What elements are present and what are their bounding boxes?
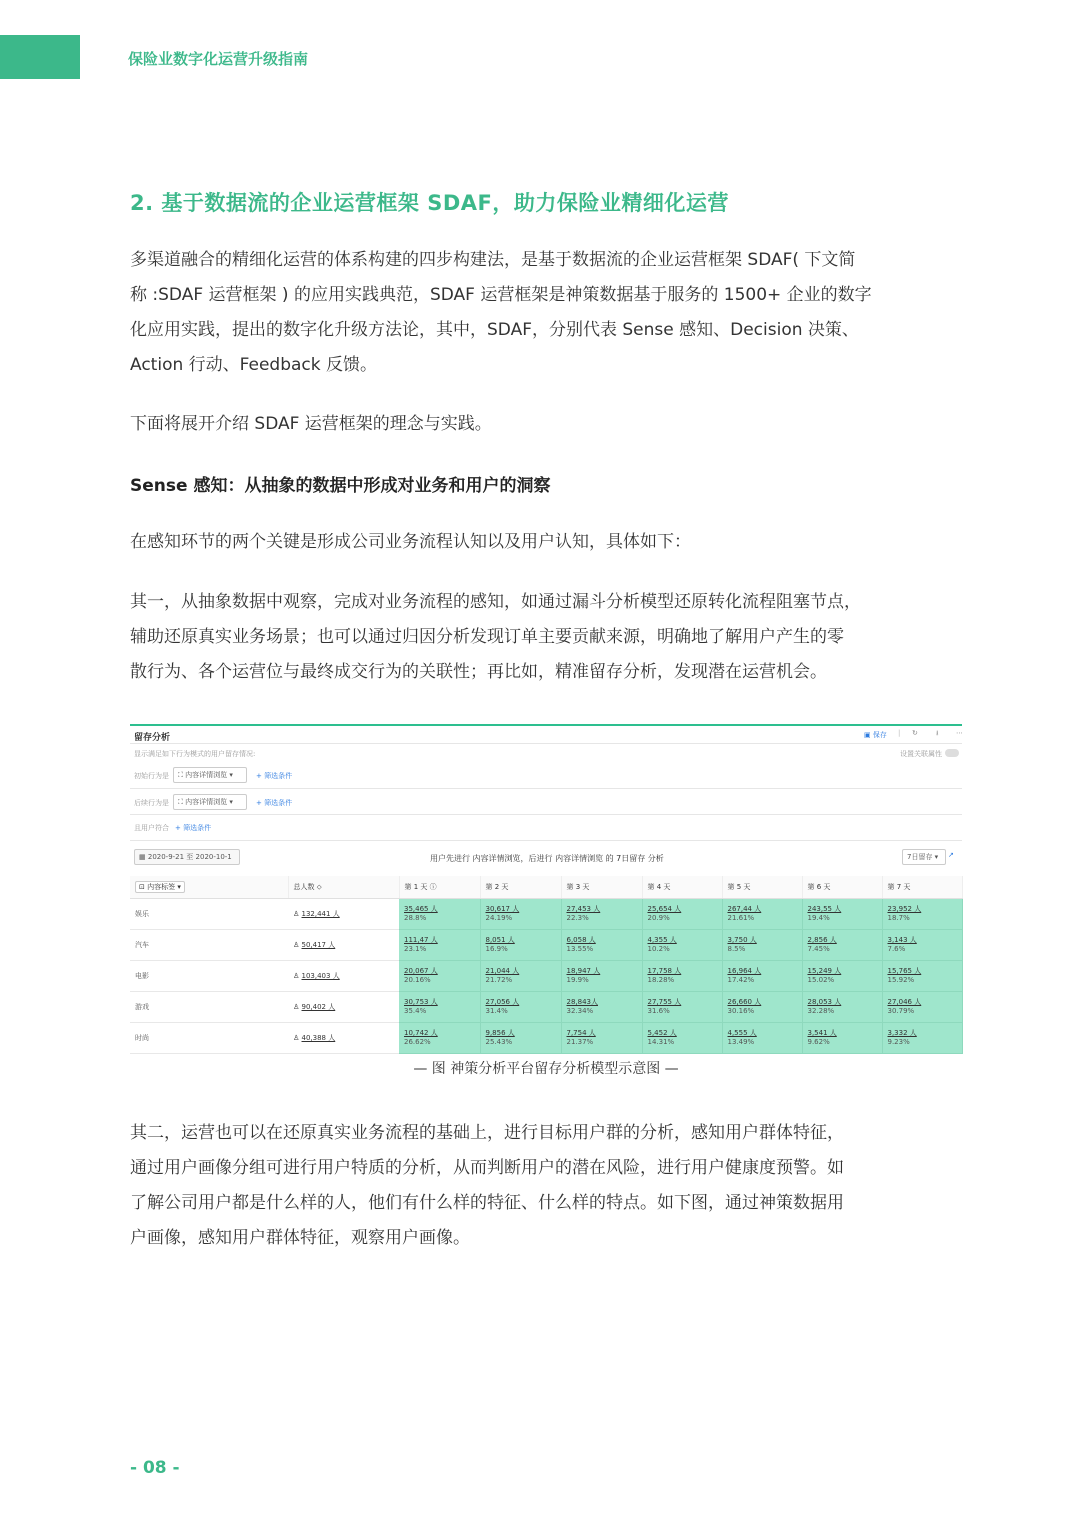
retention-rate: 9.62% (807, 1038, 830, 1046)
retention-rate: 7.45% (807, 945, 830, 953)
retention-count: 21,044 人 (485, 967, 520, 975)
retention-rate: 21.37% (566, 1038, 594, 1046)
retention-count: 3,332 人 (887, 1029, 917, 1037)
retention-rate: 15.92% (887, 976, 915, 984)
retention-rate: 15.02% (807, 976, 835, 984)
retention-cell[interactable] (399, 961, 480, 992)
paragraph-line: 其二，运营也可以在还原真实业务流程的基础上，进行目标用户群的分析，感知用户群体特征， (130, 1123, 844, 1143)
table-row (130, 899, 962, 930)
retention-count: 5,452 人 (647, 1029, 677, 1037)
column-header[interactable]: 总人数 ⬦ (288, 876, 399, 899)
retention-rate: 18.28% (647, 976, 675, 984)
divider: | (898, 729, 901, 737)
column-header[interactable]: 第 3 天 (561, 876, 642, 899)
paragraph-line: 称 :SDAF 运营框架 ) 的应用实践典范，SDAF 运营框架是神策数据基于服务的 1500+ 企业的数字 (130, 285, 872, 305)
retention-cell[interactable] (882, 992, 962, 1023)
date-range-picker[interactable]: ▦ 2020-9-21 至 2020-10-1 (134, 849, 240, 865)
retention-table (130, 876, 963, 1054)
retention-cell[interactable] (480, 930, 561, 961)
retention-cell[interactable] (722, 899, 802, 930)
retention-rate: 9.23% (887, 1038, 910, 1046)
retention-count: 18,947 人 (566, 967, 601, 975)
retention-count: 3,750 人 (727, 936, 757, 944)
retention-cell[interactable] (882, 899, 962, 930)
retention-cell[interactable] (480, 1023, 561, 1054)
row-total[interactable] (288, 961, 399, 992)
subsection-heading: Sense 感知：从抽象的数据中形成对业务和用户的洞察 (130, 476, 551, 496)
user-icon: ♙ (293, 941, 302, 949)
retention-cell[interactable] (642, 1023, 722, 1054)
retention-rate: 21.61% (727, 914, 755, 922)
retention-cell[interactable] (642, 899, 722, 930)
retention-cell[interactable] (722, 992, 802, 1023)
paragraph-point-two (130, 1116, 965, 1256)
retention-rate: 25.43% (485, 1038, 513, 1046)
refresh-icon[interactable]: ↻ (912, 729, 918, 737)
row-total[interactable] (288, 992, 399, 1023)
retention-cell[interactable] (722, 961, 802, 992)
retention-count: 3,541 人 (807, 1029, 837, 1037)
total-value: 103,403 人 (301, 972, 340, 980)
column-header[interactable]: 第 5 天 (722, 876, 802, 899)
retention-rate: 19.9% (566, 976, 589, 984)
paragraph-line: 其一，从抽象数据中观察，完成对业务流程的感知，如通过漏斗分析模型还原转化流程阻塞节点， (130, 592, 861, 612)
add-condition-button[interactable]: + 筛选条件 (256, 799, 293, 807)
retention-cell[interactable] (561, 992, 642, 1023)
retention-cell[interactable] (882, 930, 962, 961)
retention-cell[interactable] (399, 1023, 480, 1054)
retention-cell[interactable] (802, 992, 882, 1023)
retention-rate: 16.9% (485, 945, 508, 953)
total-value: 132,441 人 (301, 910, 340, 918)
group-by-header[interactable]: ⊡ 内容标签 ▾ (130, 876, 288, 899)
retention-analysis-screenshot (130, 724, 963, 1046)
retention-count: 10,742 人 (404, 1029, 438, 1037)
retention-count: 28,843人 (566, 998, 598, 1006)
paragraph-point-one (130, 585, 965, 690)
tag-icon: ⊡ (139, 883, 145, 891)
save-icon: ▣ (864, 731, 871, 739)
row-total[interactable] (288, 930, 399, 961)
retention-cell[interactable] (802, 930, 882, 961)
settings-toggle[interactable] (945, 749, 959, 757)
calendar-icon: ▦ (139, 853, 146, 861)
retention-cell[interactable] (802, 1023, 882, 1054)
retention-cell[interactable] (399, 992, 480, 1023)
retention-rate: 35.4% (404, 1007, 427, 1015)
retention-rate: 24.19% (485, 914, 513, 922)
retention-count: 17,758 人 (647, 967, 682, 975)
table-header-row (130, 876, 962, 899)
retention-rate: 17.42% (727, 976, 755, 984)
retention-count: 6,058 人 (566, 936, 596, 944)
retention-cell[interactable] (561, 899, 642, 930)
retention-count: 7,754 人 (566, 1029, 596, 1037)
total-value: 90,402 人 (301, 1003, 336, 1011)
retention-cell[interactable] (802, 961, 882, 992)
retention-cell[interactable] (722, 930, 802, 961)
table-row (130, 1023, 962, 1054)
retention-cell[interactable] (399, 930, 480, 961)
more-icon[interactable]: ⋯ (956, 729, 963, 737)
page-number: - 08 - (130, 1458, 180, 1478)
retention-rate: 31.4% (485, 1007, 508, 1015)
row-label: 汽车 (130, 930, 288, 961)
document-title: 保险业数字化运营升级指南 (128, 50, 309, 68)
retention-rate: 7.6% (887, 945, 906, 953)
retention-cell[interactable] (642, 930, 722, 961)
panel-title: 留存分析 (134, 733, 171, 743)
retention-rate: 32.34% (566, 1007, 594, 1015)
event-icon: ⛶ (178, 798, 183, 806)
divider (130, 788, 962, 789)
paragraph-line: 多渠道融合的精细化运营的体系构建的四步构建法，是基于数据流的企业运营框架 SDAF( 下文简 (130, 250, 856, 270)
paragraph-transition: 下面将展开介绍 SDAF 运营框架的理念与实践。 (130, 414, 492, 434)
retention-cell[interactable] (802, 899, 882, 930)
retention-count: 4,555 人 (727, 1029, 757, 1037)
paragraph-line: 化应用实践，提出的数字化升级方法论，其中，SDAF，分别代表 Sense 感知、Decision 决策、 (130, 320, 859, 340)
download-icon[interactable]: ⭳ (936, 729, 939, 737)
retention-cell[interactable] (399, 899, 480, 930)
retention-count: 30,617 人 (485, 905, 520, 913)
query-hint: 显示满足如下行为模式的用户留存情况: (134, 750, 256, 758)
chart-icon[interactable]: ↗ (948, 851, 954, 859)
analysis-summary: 用户先进行 内容详情浏览，后进行 内容详情浏览 的 7日留存 分析 (430, 854, 664, 863)
retention-rate: 23.1% (404, 945, 427, 953)
retention-count: 35,465 人 (404, 905, 438, 913)
retention-cell[interactable] (480, 992, 561, 1023)
user-icon: ♙ (293, 1003, 302, 1011)
retention-rate: 21.72% (485, 976, 513, 984)
retention-rate: 30.16% (727, 1007, 755, 1015)
row-total[interactable] (288, 899, 399, 930)
retention-rate: 20.16% (404, 976, 431, 984)
retention-count: 4,355 人 (647, 936, 677, 944)
retention-cell[interactable] (642, 961, 722, 992)
retention-cell[interactable] (722, 1023, 802, 1054)
retention-rate: 8.5% (727, 945, 746, 953)
row-total[interactable] (288, 1023, 399, 1054)
divider (130, 814, 962, 815)
table-row (130, 930, 962, 961)
paragraph-line: 了解公司用户都是什么样的人，他们有什么样的特征、什么样的特点。如下图，通过神策数据用 (130, 1193, 844, 1213)
paragraph-line: Action 行动、Feedback 反馈。 (130, 355, 378, 375)
retention-cell[interactable] (642, 992, 722, 1023)
paragraph-line: 通过用户画像分组可进行用户特质的分析，从而判断用户的潜在风险，进行用户健康度预警。如 (130, 1158, 844, 1178)
retention-rate: 22.3% (566, 914, 589, 922)
retention-count: 27,046 人 (887, 998, 922, 1006)
retention-rate: 19.4% (807, 914, 830, 922)
retention-rate: 30.79% (887, 1007, 915, 1015)
event-icon: ⛶ (178, 771, 183, 779)
user-icon: ♙ (293, 1034, 302, 1042)
retention-rate: 32.28% (807, 1007, 835, 1015)
table-row (130, 992, 962, 1023)
figure-caption: — 图 神策分析平台留存分析模型示意图 — (413, 1061, 679, 1077)
retention-rate: 31.6% (647, 1007, 670, 1015)
retention-count: 16,964 人 (727, 967, 762, 975)
column-header[interactable]: 第 7 天 (882, 876, 962, 899)
retention-count: 2,856 人 (807, 936, 837, 944)
retention-rate: 13.49% (727, 1038, 755, 1046)
column-header[interactable]: 第 6 天 (802, 876, 882, 899)
retention-rate: 18.7% (887, 914, 910, 922)
row-label: 娱乐 (130, 899, 288, 930)
retention-rate: 13.55% (566, 945, 594, 953)
retention-count: 27,056 人 (485, 998, 520, 1006)
settings-label: 设置关联属性 (900, 750, 942, 758)
user-icon: ♙ (293, 910, 302, 918)
retention-count: 3,143 人 (887, 936, 917, 944)
retention-count: 20,067 人 (404, 967, 438, 975)
retention-count: 243,55 人 (807, 905, 842, 913)
retention-rate: 26.62% (404, 1038, 431, 1046)
column-header[interactable]: 第 2 天 (480, 876, 561, 899)
paragraph-line: 辅助还原真实业务场景；也可以通过归因分析发现订单主要贡献来源，明确地了解用户产生的零 (130, 627, 844, 647)
retention-count: 28,053 人 (807, 998, 842, 1006)
retention-count: 25,654 人 (647, 905, 682, 913)
retention-count: 9,856 人 (485, 1029, 515, 1037)
retention-count: 23,952 人 (887, 905, 922, 913)
retention-count: 8,051 人 (485, 936, 515, 944)
total-value: 50,417 人 (301, 941, 336, 949)
retention-count: 27,453 人 (566, 905, 601, 913)
retention-cell[interactable] (480, 899, 561, 930)
retention-cell[interactable] (561, 1023, 642, 1054)
retention-count: 27,755 人 (647, 998, 682, 1006)
paragraph-line: 散行为、各个运营位与最终成交行为的关联性；再比如，精准留存分析，发现潜在运营机会。 (130, 662, 827, 682)
retention-count: 15,249 人 (807, 967, 842, 975)
total-value: 40,388 人 (301, 1034, 336, 1042)
header-accent-bar (0, 35, 80, 79)
add-condition-button[interactable]: + 筛选条件 (175, 824, 212, 832)
paragraph-sense-intro: 在感知环节的两个关键是形成公司业务流程认知以及用户认知，具体如下： (130, 532, 691, 552)
row-label: 时尚 (130, 1023, 288, 1054)
table-row (130, 961, 962, 992)
retention-count: 267,44 人 (727, 905, 762, 913)
initial-event-label: 初始行为是 (134, 772, 169, 780)
retention-cell[interactable] (561, 930, 642, 961)
retention-count: 111,47 人 (404, 936, 438, 944)
add-condition-button[interactable]: + 筛选条件 (256, 772, 293, 780)
return-event-label: 后续行为是 (134, 799, 169, 807)
retention-count: 26,660 人 (727, 998, 762, 1006)
retention-rate: 28.8% (404, 914, 427, 922)
column-header[interactable]: 第 1 天 ⓘ (399, 876, 480, 899)
return-event-select[interactable]: ⛶ 内容详情浏览 ▾ (173, 794, 247, 810)
user-filter-label: 且用户符合 (134, 824, 169, 832)
save-button[interactable]: ▣ 保存 (864, 731, 887, 739)
row-label: 电影 (130, 961, 288, 992)
column-header[interactable]: 第 4 天 (642, 876, 722, 899)
retention-cell[interactable] (882, 961, 962, 992)
retention-rate: 14.31% (647, 1038, 675, 1046)
retention-cell[interactable] (561, 961, 642, 992)
retention-count: 30,753 人 (404, 998, 438, 1006)
retention-count: 15,765 人 (887, 967, 922, 975)
divider (130, 743, 962, 744)
period-select[interactable]: 7日留存 ▾ (902, 849, 946, 865)
row-label: 游戏 (130, 992, 288, 1023)
retention-cell[interactable] (882, 1023, 962, 1054)
paragraph-line: 户画像，感知用户群体特征，观察用户画像。 (130, 1228, 470, 1248)
user-icon: ♙ (293, 972, 302, 980)
retention-cell[interactable] (480, 961, 561, 992)
initial-event-select[interactable]: ⛶ 内容详情浏览 ▾ (173, 767, 247, 783)
retention-rate: 10.2% (647, 945, 670, 953)
paragraph-intro (130, 243, 965, 383)
retention-rate: 20.9% (647, 914, 670, 922)
divider (130, 840, 962, 841)
section-heading: 2. 基于数据流的企业运营框架 SDAF，助力保险业精细化运营 (130, 191, 729, 215)
